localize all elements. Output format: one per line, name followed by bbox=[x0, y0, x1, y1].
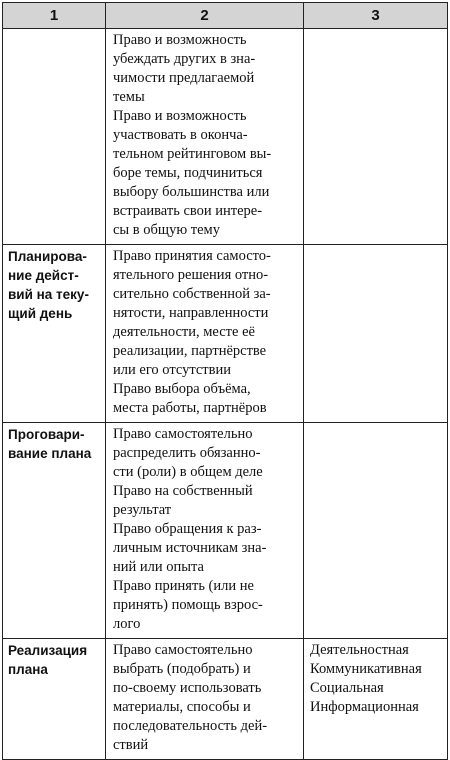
rights-line: выбору большинства или bbox=[113, 184, 270, 200]
stage-line: вание плана bbox=[8, 446, 92, 461]
activity-types-cell-content bbox=[304, 639, 447, 721]
rights-line: реализации, партнёрстве bbox=[113, 343, 267, 359]
activity-types-cell-content bbox=[304, 29, 447, 35]
rights-cell-content bbox=[106, 29, 303, 244]
header-col-1: 1 bbox=[3, 3, 106, 29]
stage-cell-content bbox=[3, 245, 105, 327]
stage-line: вий на теку- bbox=[8, 287, 89, 302]
table-row bbox=[3, 639, 448, 760]
stage-line: ние дейст- bbox=[8, 268, 79, 283]
rights-table bbox=[2, 2, 448, 760]
stage-line: Реализация bbox=[8, 643, 88, 658]
rights-line: Право на собственный bbox=[113, 483, 253, 499]
activity-types-cell bbox=[304, 29, 448, 245]
rights-line: результат bbox=[113, 502, 172, 518]
table-body bbox=[3, 29, 448, 760]
table-row bbox=[3, 423, 448, 639]
rights-line: сти (роли) в общем деле bbox=[113, 464, 263, 480]
rights-line: тельном рейтинговом вы- bbox=[113, 146, 272, 162]
rights-line: Право обращения к раз- bbox=[113, 521, 262, 537]
stage-cell bbox=[3, 245, 106, 423]
rights-line: Право самостоятельно bbox=[113, 426, 253, 442]
rights-line: ятельного решения отно- bbox=[113, 267, 269, 283]
rights-line: нятости, направленности bbox=[113, 305, 269, 321]
rights-line: принять) помощь взрос- bbox=[113, 597, 263, 613]
stage-cell-content bbox=[3, 639, 105, 683]
header-col-2: 2 bbox=[106, 3, 304, 29]
rights-line: Право выбора объёма, bbox=[113, 381, 251, 397]
table-row bbox=[3, 29, 448, 245]
stage-cell bbox=[3, 29, 106, 245]
rights-line: темы bbox=[113, 89, 145, 105]
rights-line: Право самостоятельно bbox=[113, 642, 253, 658]
rights-line: распределить обязанно- bbox=[113, 445, 261, 461]
rights-cell bbox=[106, 639, 304, 760]
stage-cell-content bbox=[3, 423, 105, 467]
rights-line: личным источникам зна- bbox=[113, 540, 267, 556]
activity-types-cell-content bbox=[304, 423, 447, 429]
rights-line: сительно собственной за- bbox=[113, 286, 271, 302]
rights-line: Право принять (или не bbox=[113, 578, 254, 594]
rights-line: или его отсутствии bbox=[113, 362, 231, 378]
activity-type-line: Коммуникативная bbox=[310, 661, 422, 677]
rights-line: участвовать в оконча- bbox=[113, 127, 248, 143]
rights-line: последовательность дей- bbox=[113, 718, 268, 734]
rights-cell bbox=[106, 29, 304, 245]
stage-cell bbox=[3, 423, 106, 639]
activity-type-line: Социальная bbox=[310, 680, 384, 696]
rights-line: Право и возможность bbox=[113, 32, 247, 48]
table-row bbox=[3, 245, 448, 423]
rights-line: боре темы, подчиниться bbox=[113, 165, 263, 181]
rights-line: встраивать свои интере- bbox=[113, 203, 263, 219]
rights-line: чимости предлагаемой bbox=[113, 70, 255, 86]
stage-cell bbox=[3, 639, 106, 760]
rights-line: выбрать (подобрать) и bbox=[113, 661, 251, 677]
rights-cell bbox=[106, 423, 304, 639]
rights-line: по-своему использовать bbox=[113, 680, 262, 696]
rights-cell-content bbox=[106, 245, 303, 422]
rights-line: Право и возможность bbox=[113, 108, 247, 124]
rights-line: сы в общую тему bbox=[113, 222, 220, 238]
rights-line: лого bbox=[113, 616, 141, 632]
rights-cell-content bbox=[106, 639, 303, 759]
activity-types-cell bbox=[304, 245, 448, 423]
stage-line: щий день bbox=[8, 306, 73, 321]
activity-type-line: Информационная bbox=[310, 699, 419, 715]
activity-types-cell-content bbox=[304, 245, 447, 251]
activity-types-cell bbox=[304, 639, 448, 760]
rights-cell-content bbox=[106, 423, 303, 638]
header-col-3: 3 bbox=[304, 3, 448, 29]
rights-cell bbox=[106, 245, 304, 423]
rights-line: места работы, партнёров bbox=[113, 400, 267, 416]
activity-types-cell bbox=[304, 423, 448, 639]
stage-line: Планирова- bbox=[8, 249, 87, 264]
rights-line: материалы, способы и bbox=[113, 699, 251, 715]
stage-line: Проговари- bbox=[8, 427, 85, 442]
table-header-row bbox=[3, 3, 448, 29]
rights-line: Право принятия самосто- bbox=[113, 248, 271, 264]
rights-line: ний или опыта bbox=[113, 559, 204, 575]
stage-cell-content bbox=[3, 29, 105, 35]
rights-line: деятельности, месте её bbox=[113, 324, 255, 340]
rights-table-container bbox=[2, 2, 447, 760]
rights-line: убеждать других в зна- bbox=[113, 51, 256, 67]
activity-type-line: Деятельностная bbox=[310, 642, 409, 658]
rights-line: ствий bbox=[113, 737, 149, 753]
stage-line: плана bbox=[8, 662, 48, 677]
